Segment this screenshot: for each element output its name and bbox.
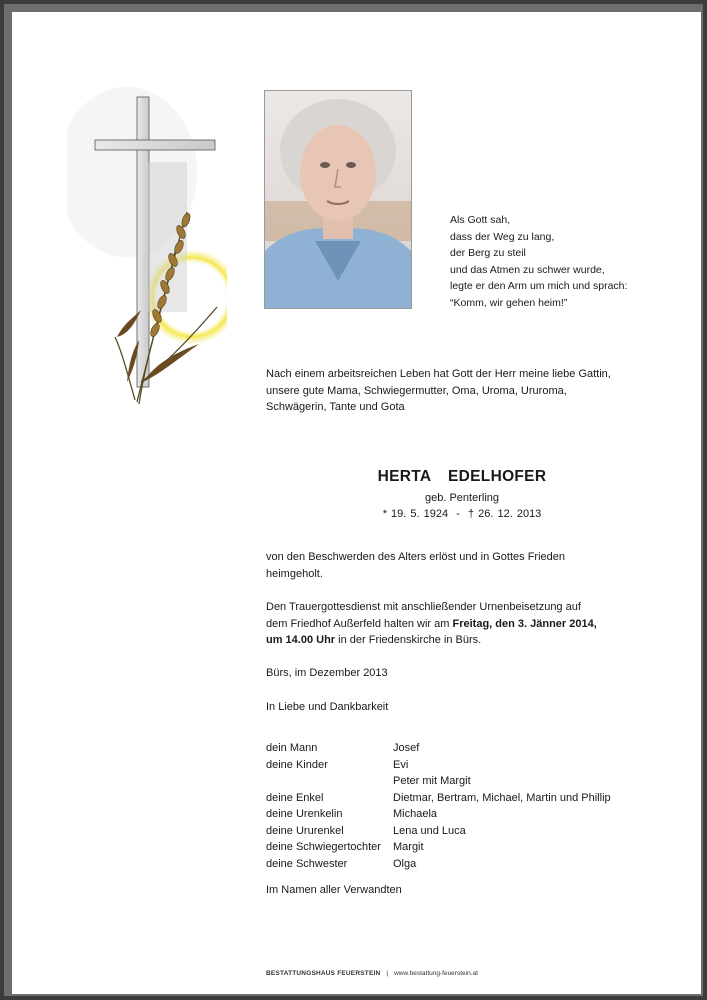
service-line-text: in der Friedenskirche in Bürs.	[335, 634, 482, 646]
poem-line: und das Atmen zu schwer wurde,	[450, 263, 605, 276]
relative-label: deine Urenkelin	[266, 808, 343, 820]
life-dates: * 19. 5. 1924 - † 26. 12. 2013	[382, 508, 542, 520]
birth-name: geb. Penterling	[425, 492, 499, 504]
poem-line: legte er den Arm um mich und sprach:	[450, 280, 628, 292]
footer	[266, 970, 478, 977]
released-paragraph	[266, 549, 666, 582]
intro-paragraph	[266, 366, 666, 416]
relative-label: deine Schwester	[266, 857, 348, 870]
released-line: von den Beschwerden des Alters erlöst und in Gottes Frieden	[266, 551, 566, 563]
intro-line: unsere gute Mama, Schwiegermutter, Oma, Uroma, Ururoma,	[266, 384, 567, 397]
footer-separator: |	[386, 970, 389, 977]
closing-line: In Liebe und Dankbarkeit	[266, 701, 389, 713]
service-line: Den Trauergottesdienst mit anschließender Urnenbeisetzung auf	[266, 601, 581, 613]
relative-row	[266, 823, 611, 840]
relative-label: deine Schwiegertochter	[266, 841, 381, 853]
poem-line: dass der Weg zu lang,	[450, 230, 555, 243]
relative-names: Josef	[393, 742, 420, 754]
deceased-block	[342, 468, 582, 522]
signoff: Im Namen aller Verwandten	[266, 884, 402, 896]
relative-row	[266, 839, 611, 856]
poem-line: Als Gott sah,	[450, 214, 511, 226]
portrait-photo	[264, 90, 412, 309]
poem-line: “Komm, wir gehen heim!”	[450, 296, 568, 309]
relative-names: Olga	[393, 857, 417, 870]
relative-names: Lena und Luca	[393, 824, 466, 837]
released-line: heimgeholt.	[266, 567, 323, 580]
relatives-list	[266, 740, 611, 872]
service-time: um 14.00 Uhr	[266, 634, 336, 646]
relative-label: deine Kinder	[266, 758, 328, 771]
service-paragraph	[266, 599, 686, 649]
funeral-home-name: BESTATTUNGSHAUS FEUERSTEIN	[266, 970, 381, 977]
cross-with-wheat-icon	[67, 82, 227, 412]
relative-row	[266, 757, 611, 774]
relative-label: deine Ururenkel	[266, 824, 344, 837]
service-line	[266, 632, 686, 649]
relative-label: deine Enkel	[266, 791, 324, 804]
obituary-sheet	[12, 12, 701, 994]
relative-label: dein Mann	[266, 742, 318, 754]
relative-row	[266, 740, 611, 757]
relative-names: Dietmar, Bertram, Michael, Martin und Phillip	[393, 791, 611, 804]
poem-line: der Berg zu steil	[450, 247, 526, 259]
poem	[450, 212, 627, 311]
service-date: Freitag, den 3. Jänner 2014,	[452, 617, 597, 630]
intro-line: Nach einem arbeitsreichen Leben hat Gott der Herr meine liebe Gattin,	[266, 368, 611, 380]
relative-row	[266, 773, 611, 790]
service-line-text: dem Friedhof Außerfeld halten wir am	[266, 617, 453, 630]
website-link[interactable]: www.bestattung-feuerstein.at	[394, 970, 478, 977]
relative-label	[266, 773, 393, 790]
relative-names: Evi	[393, 758, 409, 771]
relative-names: Peter mit Margit	[393, 775, 471, 787]
relative-row	[266, 790, 611, 807]
intro-line: Schwägerin, Tante und Gota	[266, 401, 405, 413]
relative-row	[266, 806, 611, 823]
deceased-name: HERTA EDELHOFER	[377, 468, 547, 485]
relative-row	[266, 856, 611, 873]
relative-names: Michaela	[393, 808, 438, 820]
place-date: Bürs, im Dezember 2013	[266, 667, 388, 679]
relative-names: Margit	[393, 841, 424, 853]
service-line	[266, 616, 686, 633]
